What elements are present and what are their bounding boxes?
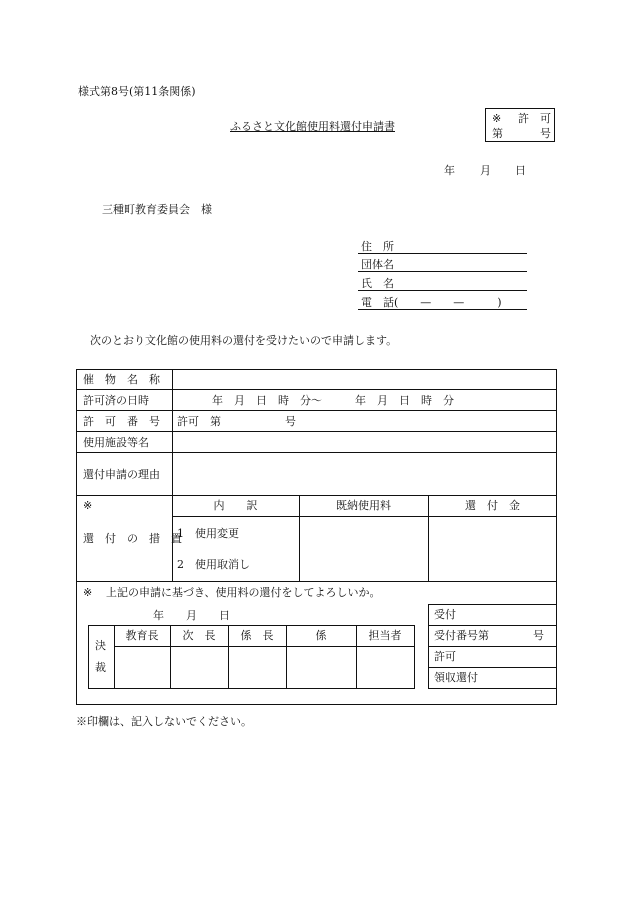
refund-amount-cell[interactable] <box>429 517 556 581</box>
form-code: 様式第8号(第11条関係) <box>78 85 196 98</box>
paid-fee-header: 既納使用料 <box>336 499 391 512</box>
facility-name-cell[interactable] <box>173 432 556 452</box>
intro-text: 次のとおり文化館の使用料の還付を受けたいので申請します。 <box>90 334 398 347</box>
date-year-label: 年 <box>444 164 455 177</box>
group-name-label: 団体名 <box>361 258 394 271</box>
measure-mark: ※ <box>83 499 93 512</box>
permit-box <box>485 108 555 142</box>
name-field-line[interactable] <box>358 290 527 291</box>
date-day-label: 日 <box>515 164 526 177</box>
permit-box-ka: 可 <box>540 112 551 125</box>
measure-label: 還 付 の 措 置 <box>83 532 182 545</box>
option-usage-change[interactable]: 1 使用変更 <box>177 527 239 540</box>
approval-mark: ※ <box>83 586 93 599</box>
name-label: 氏 名 <box>361 277 394 290</box>
stamp-header-staff: 係 <box>315 629 327 642</box>
refund-amount-header: 還 付 金 <box>465 499 520 512</box>
event-name-label: 催 物 名 称 <box>83 373 160 386</box>
address-label: 住 所 <box>361 240 394 253</box>
permit-box-dai: 第 <box>492 127 503 140</box>
reception-label: 受付 <box>434 608 456 621</box>
form-title: ふるさと文化館使用料還付申請書 <box>230 120 395 133</box>
stamp-header-deputy: 次 長 <box>182 629 216 642</box>
approval-statement: 上記の申請に基づき、使用料の還付をしてよろしいか。 <box>106 586 381 599</box>
breakdown-header: 内 訳 <box>213 499 258 512</box>
permit-label: 許可 <box>434 650 456 663</box>
footnote: ※印欄は、記入しないでください。 <box>76 715 252 728</box>
stamp-header-section-chief: 係 長 <box>240 629 274 642</box>
refund-reason-cell[interactable] <box>173 453 556 495</box>
permit-number-suffix: 号 <box>285 415 296 428</box>
permit-box-go: 号 <box>540 127 551 140</box>
addressee: 三種町教育委員会 様 <box>102 203 212 216</box>
phone-field-line[interactable] <box>358 309 527 310</box>
refund-reason-label: 還付申請の理由 <box>83 468 160 481</box>
permitted-datetime-value[interactable]: 年 月 日 時 分〜 年 月 日 時 分 <box>212 394 454 407</box>
permit-number-label: 許 可 番 号 <box>83 415 160 428</box>
permit-box-kyo: 許 <box>518 112 529 125</box>
paid-fee-cell[interactable] <box>300 517 428 581</box>
permit-number-prefix: 許可 第 <box>177 415 221 428</box>
kessai-label-top: 決 <box>95 639 106 652</box>
phone-label: 電 話( — — ) <box>361 296 502 309</box>
option-usage-cancel[interactable]: 2 使用取消し <box>177 558 250 571</box>
group-name-field-line[interactable] <box>358 271 527 272</box>
approval-date: 年 月 日 <box>153 609 230 622</box>
kessai-label-bottom: 裁 <box>95 661 106 674</box>
date-month-label: 月 <box>480 164 491 177</box>
stamp-header-superintendent: 教育長 <box>125 629 159 642</box>
address-field-line[interactable] <box>358 253 527 254</box>
event-name-cell[interactable] <box>173 370 556 389</box>
permitted-datetime-label: 許可済の日時 <box>83 394 149 407</box>
reception-number-label: 受付番号第 号 <box>434 629 544 642</box>
facility-name-label: 使用施設等名 <box>83 436 149 449</box>
permit-box-mark: ※ <box>492 112 502 125</box>
stamp-header-person-in-charge: 担当者 <box>368 629 402 642</box>
receipt-refund-label: 領収還付 <box>434 671 478 684</box>
